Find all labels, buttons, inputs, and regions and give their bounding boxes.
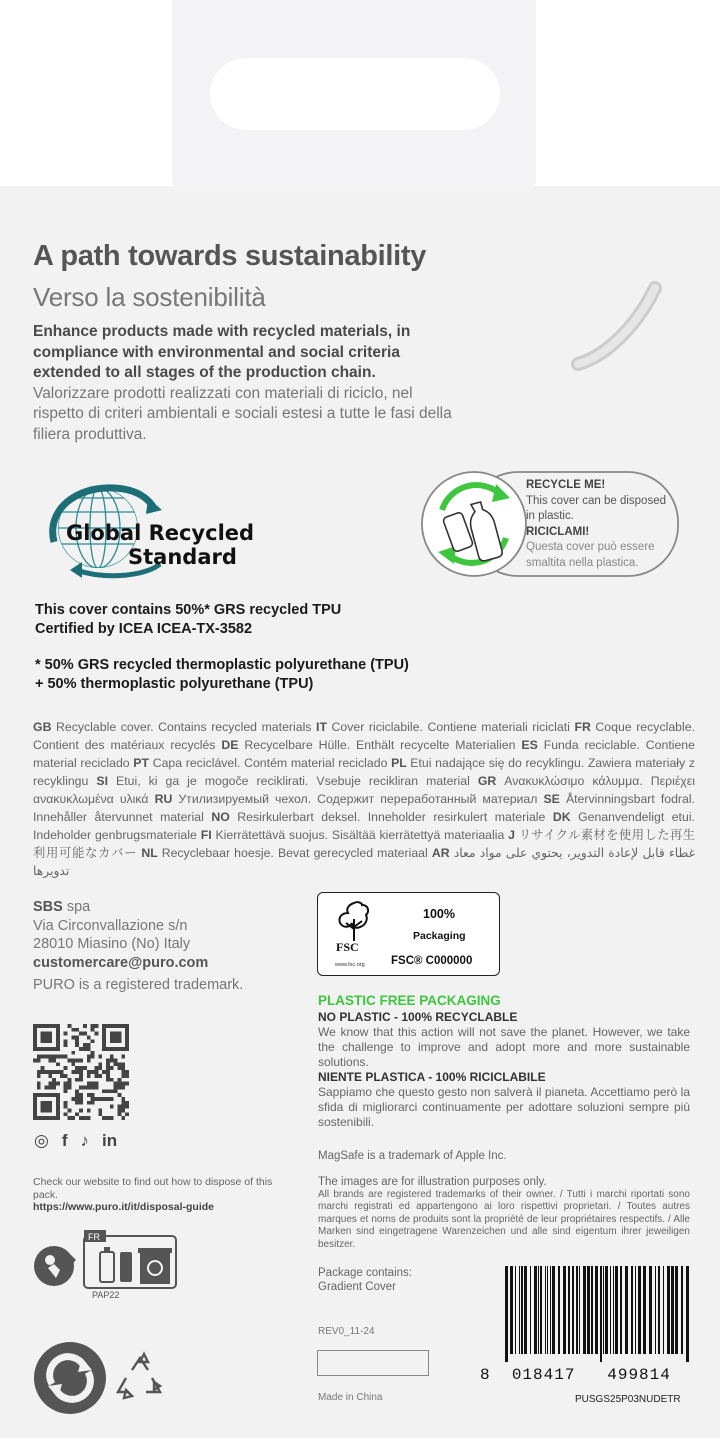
plastic-free-body-en: We know that this action will not save the planet. However, we take the challenge to improve and adopt more and more sustainable solutions. — [318, 1025, 690, 1069]
lang-code: SE — [543, 792, 566, 806]
made-in: Made in China — [318, 1392, 383, 1403]
lang-code: GR — [477, 774, 505, 788]
qr-code — [33, 1024, 129, 1120]
company-suffix: spa — [62, 899, 91, 915]
lang-code: PL — [391, 756, 411, 770]
lang-text: Ανακυκλώσιμο κάλυμμα. Περιέχει ανακυκλωμένα υλικά — [33, 774, 695, 806]
recycling-symbols — [32, 1340, 182, 1416]
lang-code: IT — [316, 720, 332, 734]
instagram-icon: ◎ — [34, 1131, 49, 1150]
lang-text: Genanvendeligt etui. Indeholder genbrugsmateriale — [33, 810, 695, 842]
disposal-text: Check our website to find out how to dispose of this pack. — [33, 1176, 273, 1201]
recycle-me-desc: This cover can be disposed in plastic. — [526, 494, 666, 522]
lang-code: SI — [96, 774, 116, 788]
barcode-group2: 499814 — [607, 1366, 671, 1384]
lang-text: Recyclable cover. Contains recycled materials — [56, 720, 317, 734]
hanger-hole — [210, 58, 500, 130]
package-item: Gradient Cover — [318, 1281, 396, 1293]
certification-block — [35, 601, 341, 639]
note-line2: + 50% thermoplastic polyurethane (TPU) — [35, 676, 314, 692]
barcode-group1: 018417 — [511, 1366, 576, 1384]
cert-line2: Certified by ICEA ICEA-TX-3582 — [35, 621, 253, 637]
plastic-free-text — [318, 1010, 690, 1130]
lang-text: Kierrätettävä suojus. Sisältää kierrätettyä materiaalia — [215, 828, 509, 842]
social-icons — [34, 1130, 117, 1152]
lang-text: Recyclebaar hoesje. Bevat gerecycled materiaal — [161, 846, 432, 860]
lang-text: Recycelbare Hülle. Enthält recycelte Materialien — [244, 738, 522, 752]
company-info — [33, 898, 243, 995]
company-email: customercare@puro.com — [33, 954, 209, 971]
fsc-packaging: Packaging — [413, 930, 466, 942]
note-line1: * 50% GRS recycled thermoplastic polyurethane (TPU) — [35, 657, 409, 673]
lang-text: Återvinningsbart fodral. Innehåller återvunnet material — [33, 792, 696, 824]
plastic-free-title: PLASTIC FREE PACKAGING — [318, 993, 501, 1008]
tiktok-icon: ♪ — [80, 1131, 90, 1150]
disposal-url: https://www.puro.it/it/disposal-guide — [33, 1201, 215, 1213]
lang-text: غطاء قابل لإعادة التدوير، يحتوي على مواد معاد تدويرها — [33, 846, 695, 878]
barcode-first: 8 — [480, 1366, 491, 1384]
legal-text — [318, 1176, 690, 1251]
lang-code: NO — [211, 810, 238, 824]
revision-code: REV0_11-24 — [318, 1326, 375, 1337]
lang-code: J — [508, 828, 519, 842]
cert-line1: This cover contains 50%* GRS recycled TPU — [35, 602, 342, 618]
barcode — [505, 1266, 691, 1362]
lang-code: FR — [574, 720, 596, 734]
lang-code: AR — [431, 846, 454, 860]
lang-text: Etui nadające się do recyklingu. Zawiera materiały z recyklingu — [33, 756, 696, 788]
lang-text: Etui, ki ga je mogoče reciklirati. Vsebuje recikliran material — [116, 774, 478, 788]
linkedin-icon: in — [102, 1131, 118, 1150]
lang-code: DK — [552, 810, 579, 824]
package-contents — [318, 1266, 412, 1294]
package-label: Package contains: — [318, 1267, 412, 1279]
multilanguage-text — [33, 718, 695, 880]
hanging-cord-icon — [560, 280, 670, 380]
lang-code: DE — [221, 738, 245, 752]
trademark-note: PURO is a registered trademark. — [33, 977, 244, 993]
illustration-note: The images are for illustration purposes only. — [318, 1176, 547, 1188]
intro-en: Enhance products made with recycled materials, in compliance with environmental and social criteria extended to all stages of the production chain. — [33, 323, 411, 381]
page-subtitle: Verso la sostenibilità — [33, 282, 266, 312]
recycle-me-title: RECYCLE ME! — [526, 479, 606, 491]
fsc-percent: 100% — [423, 907, 455, 921]
disposal-info — [33, 1176, 273, 1214]
lang-code: PT — [133, 756, 153, 770]
triman-country: FR — [88, 1232, 100, 1242]
plastic-free-head-en: NO PLASTIC - 100% RECYCLABLE — [318, 1010, 518, 1024]
fsc-code: FSC® C000000 — [391, 955, 473, 967]
lang-code: NL — [141, 846, 162, 860]
trademarks-note: All brands are registered trademarks of their owner. / Tutti i marchi riportati sono marchi registrati ed appartengono ai loro rispettivi proprietari. / Toutes autres marques et noms de produits sont la propriété de leur propriétaires respectifs. / Alle Marken sind eingetragene Warenzeichen und alle sind eigentum ihrer jeweiligen besitzer. — [318, 1188, 690, 1250]
lang-text: Capa reciclável. Contém material reciclado — [152, 756, 392, 770]
recycle-me-desc-it: Questa cover può essere smaltita nella plastica. — [526, 541, 655, 569]
lang-text: Coque recyclable. Contient des matériaux recyclés — [33, 720, 695, 752]
lang-code: GB — [33, 720, 57, 734]
recycle-me-text — [526, 478, 676, 571]
fsc-url: www.fsc.org — [335, 962, 365, 968]
recycle-me-title-it: RICICLAMI! — [526, 525, 590, 538]
composition-note — [35, 656, 409, 694]
lot-box — [317, 1350, 429, 1376]
pap-code: PAP22 — [92, 1290, 120, 1300]
lang-text: Funda reciclable. Contiene material reciclado — [33, 738, 695, 770]
lang-code: FI — [200, 828, 216, 842]
lang-code: RU — [154, 792, 179, 806]
page-title: A path towards sustainability — [33, 240, 427, 272]
triman-icons — [30, 1230, 190, 1290]
lang-text: Утилизируемый чехол. Содержит переработанный материал — [178, 792, 544, 806]
lang-text: Resirkulerbart deksel. Inneholder resirkulert materiale — [237, 810, 553, 824]
plastic-free-head-it: NIENTE PLASTICA - 100% RICICLABILE — [318, 1070, 546, 1084]
company-address2: 28010 Miasino (No) Italy — [33, 936, 191, 952]
fsc-brand: FSC — [336, 940, 359, 953]
grs-label-line1: Global Recycled — [66, 521, 255, 545]
lang-text: リサイクル素材を使用した再生利用可能なカバー — [33, 828, 695, 860]
barcode-number — [480, 1366, 671, 1384]
facebook-icon: f — [61, 1131, 68, 1150]
product-sku: PUSGS25P03NUDETR — [575, 1394, 681, 1405]
company-name: SBS — [33, 899, 63, 915]
lang-code: ES — [521, 738, 544, 752]
grs-label-line2: Standard — [128, 545, 237, 569]
magsafe-note: MagSafe is a trademark of Apple Inc. — [318, 1150, 507, 1162]
plastic-free-body-it: Sappiamo che questo gesto non salverà il pianeta. Accettiamo però la sfida di migliorarci continuamente per adottare soluzioni sempre più sostenibili. — [318, 1085, 690, 1129]
intro-text — [33, 322, 453, 445]
intro-it: Valorizzare prodotti realizzati con materiali di riciclo, nel rispetto di criteri ambientali e sociali estesi a tutte le fasi della filiera produttiva. — [33, 384, 452, 443]
fsc-tree-icon — [332, 899, 378, 953]
lang-text: Cover riciclabile. Contiene materiali riciclati — [331, 720, 575, 734]
company-address1: Via Circonvallazione s/n — [33, 917, 188, 934]
